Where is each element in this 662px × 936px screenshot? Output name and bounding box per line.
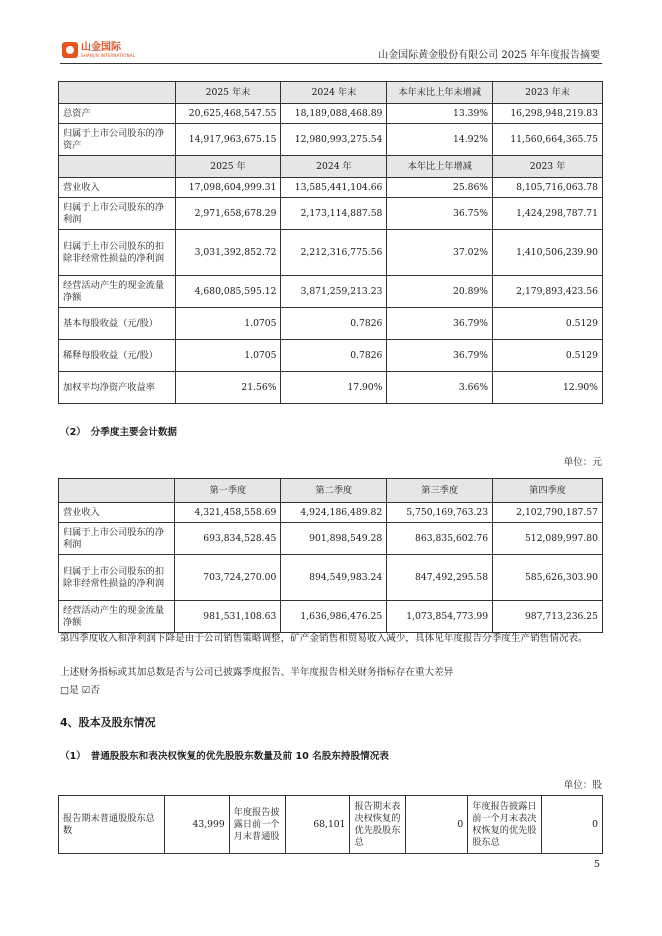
table-row bbox=[59, 124, 603, 156]
table-row bbox=[59, 523, 603, 555]
table-header-row bbox=[59, 82, 603, 104]
row-label: 归属于上市公司股东的扣除非经常性损益的净利润 bbox=[59, 230, 176, 276]
table-row bbox=[59, 601, 603, 633]
table-row bbox=[59, 340, 603, 372]
section-title-shareholders: 4、股本及股东情况 bbox=[60, 716, 156, 729]
table-cell: 3,031,392,852.72 bbox=[175, 230, 281, 276]
table-cell: 17,098,604,999.31 bbox=[175, 178, 281, 198]
table-cell: 36.79% bbox=[387, 308, 493, 340]
row-label: 加权平均净资产收益率 bbox=[59, 372, 176, 404]
table-cell: 4,321,458,558.69 bbox=[175, 503, 281, 523]
table-row bbox=[59, 198, 603, 230]
table-row bbox=[59, 555, 603, 601]
table-cell: 1,424,298,787.71 bbox=[493, 198, 603, 230]
table-cell: 512,089,997.80 bbox=[493, 523, 603, 555]
row-label: 年度报告披露日前一个月末普通股 bbox=[229, 796, 285, 854]
header-cell: 2025 年 bbox=[175, 156, 281, 178]
table-cell: 2,212,316,775.56 bbox=[281, 230, 387, 276]
section-title-quarterly: （2） 分季度主要会计数据 bbox=[60, 427, 177, 438]
table-cell: 2,179,893,423.56 bbox=[493, 276, 603, 308]
table-cell: 2,971,658,678.29 bbox=[175, 198, 281, 230]
page-number: 5 bbox=[593, 859, 600, 870]
table-cell: 13.39% bbox=[387, 104, 493, 124]
row-label: 经营活动产生的现金流量净额 bbox=[59, 276, 176, 308]
row-label: 稀释每股收益（元/股） bbox=[59, 340, 176, 372]
table-row bbox=[59, 104, 603, 124]
table-cell: 16,298,948,219.83 bbox=[493, 104, 603, 124]
table-subheader-row bbox=[59, 156, 603, 178]
table-row bbox=[59, 372, 603, 404]
table-cell: 36.79% bbox=[387, 340, 493, 372]
table-cell: 703,724,270.00 bbox=[175, 555, 281, 601]
row-label: 归属于上市公司股东的净利润 bbox=[59, 523, 175, 555]
table-cell: 901,898,549.28 bbox=[281, 523, 387, 555]
table-cell: 863,835,602.76 bbox=[387, 523, 493, 555]
header-cell: 第二季度 bbox=[281, 479, 387, 503]
company-logo bbox=[62, 42, 135, 58]
table-cell: 0 bbox=[406, 796, 468, 854]
unit-label: 单位：元 bbox=[563, 457, 602, 468]
disclosure-answer: □是 ☑否 bbox=[60, 685, 100, 696]
table-cell: 12,980,993,275.54 bbox=[281, 124, 387, 156]
table-cell: 1,073,854,773.99 bbox=[387, 601, 493, 633]
table-cell: 693,834,528.45 bbox=[175, 523, 281, 555]
disclosure-question: 上述财务指标或其加总数是否与公司已披露季度报告、半年度报告相关财务指标存在重大差异 bbox=[60, 667, 454, 678]
logo-cn-text: 山金国际 bbox=[81, 42, 121, 53]
table-cell: 1.0705 bbox=[175, 308, 281, 340]
row-label: 基本每股收益（元/股） bbox=[59, 308, 176, 340]
unit-label: 单位：股 bbox=[563, 780, 602, 791]
table-cell: 2,173,114,887.58 bbox=[281, 198, 387, 230]
table-row bbox=[59, 178, 603, 198]
table-cell: 0.5129 bbox=[493, 308, 603, 340]
table-cell: 14,917,963,675.15 bbox=[175, 124, 281, 156]
annual-financial-table bbox=[58, 81, 603, 404]
table-row bbox=[59, 308, 603, 340]
table-cell: 11,560,664,365.75 bbox=[493, 124, 603, 156]
table-row bbox=[59, 230, 603, 276]
table-cell: 14.92% bbox=[387, 124, 493, 156]
table-cell: 37.02% bbox=[387, 230, 493, 276]
table-cell: 0 bbox=[542, 796, 603, 854]
header-cell: 第一季度 bbox=[175, 479, 281, 503]
table-cell: 18,189,088,468.89 bbox=[281, 104, 387, 124]
header-cell: 2024 年末 bbox=[281, 82, 387, 104]
header-cell bbox=[59, 82, 176, 104]
table-cell: 1,410,506,239.90 bbox=[493, 230, 603, 276]
header-cell bbox=[59, 479, 175, 503]
quarterly-table bbox=[58, 478, 603, 633]
report-title: 山金国际黄金股份有限公司 2025 年年度报告摘要 bbox=[378, 50, 600, 61]
header-cell: 2023 年 bbox=[493, 156, 603, 178]
logo-icon bbox=[62, 42, 78, 58]
header-cell bbox=[59, 156, 176, 178]
table-cell: 981,531,108.63 bbox=[175, 601, 281, 633]
table-cell: 13,585,441,104.66 bbox=[281, 178, 387, 198]
table-cell: 3.66% bbox=[387, 372, 493, 404]
quarterly-note: 第四季度收入和净利润下降是由于公司销售策略调整，矿产金销售和贸易收入减少，具体见年度报告分季度生产销售情况表。 bbox=[60, 633, 588, 644]
table-cell: 20,625,468,547.55 bbox=[175, 104, 281, 124]
row-label: 总资产 bbox=[59, 104, 176, 124]
row-label: 营业收入 bbox=[59, 503, 175, 523]
row-label: 归属于上市公司股东的净利润 bbox=[59, 198, 176, 230]
table-cell: 43,999 bbox=[164, 796, 229, 854]
header-cell: 第三季度 bbox=[387, 479, 493, 503]
row-label: 报告期末表决权恢复的优先股股东总 bbox=[350, 796, 406, 854]
row-label: 归属于上市公司股东的扣除非经常性损益的净利润 bbox=[59, 555, 175, 601]
table-cell: 20.89% bbox=[387, 276, 493, 308]
row-label: 报告期末普通股股东总数 bbox=[59, 796, 165, 854]
table-cell: 1,636,986,476.25 bbox=[281, 601, 387, 633]
table-cell: 4,680,085,595.12 bbox=[175, 276, 281, 308]
logo-en-text: SHANJIN INTERNATIONAL bbox=[81, 53, 136, 58]
header-cell: 本年比上年增减 bbox=[387, 156, 493, 178]
row-label: 营业收入 bbox=[59, 178, 176, 198]
table-cell: 8,105,716,063.78 bbox=[493, 178, 603, 198]
page-header bbox=[60, 40, 602, 64]
table-cell: 5,750,169,763.23 bbox=[387, 503, 493, 523]
table-cell: 0.7826 bbox=[281, 340, 387, 372]
table-cell: 4,924,186,489.82 bbox=[281, 503, 387, 523]
table-cell: 21.56% bbox=[175, 372, 281, 404]
table-cell: 17.90% bbox=[281, 372, 387, 404]
table-cell: 585,626,303.90 bbox=[493, 555, 603, 601]
row-label: 经营活动产生的现金流量净额 bbox=[59, 601, 175, 633]
table-cell: 894,549,983.24 bbox=[281, 555, 387, 601]
row-label: 年度报告披露日前一个月末表决权恢复的优先股股东总 bbox=[468, 796, 542, 854]
shareholder-table bbox=[58, 795, 603, 854]
table-cell: 3,871,259,213.23 bbox=[281, 276, 387, 308]
table-cell: 2,102,790,187.57 bbox=[493, 503, 603, 523]
table-cell: 1.0705 bbox=[175, 340, 281, 372]
table-row bbox=[59, 503, 603, 523]
subsection-title-shareholders: （1） 普通股股东和表决权恢复的优先股股东数量及前 10 名股东持股情况表 bbox=[60, 751, 389, 762]
header-cell: 2023 年末 bbox=[493, 82, 603, 104]
table-cell: 25.86% bbox=[387, 178, 493, 198]
table-cell: 36.75% bbox=[387, 198, 493, 230]
header-cell: 第四季度 bbox=[493, 479, 603, 503]
table-cell: 0.7826 bbox=[281, 308, 387, 340]
table-cell: 847,492,295.58 bbox=[387, 555, 493, 601]
table-cell: 12.90% bbox=[493, 372, 603, 404]
row-label: 归属于上市公司股东的净资产 bbox=[59, 124, 176, 156]
table-row bbox=[59, 796, 603, 854]
header-cell: 2025 年末 bbox=[175, 82, 281, 104]
header-cell: 2024 年 bbox=[281, 156, 387, 178]
table-cell: 68,101 bbox=[285, 796, 350, 854]
table-cell: 987,713,236.25 bbox=[493, 601, 603, 633]
table-cell: 0.5129 bbox=[493, 340, 603, 372]
table-header-row bbox=[59, 479, 603, 503]
header-cell: 本年末比上年末增减 bbox=[387, 82, 493, 104]
table-row bbox=[59, 276, 603, 308]
